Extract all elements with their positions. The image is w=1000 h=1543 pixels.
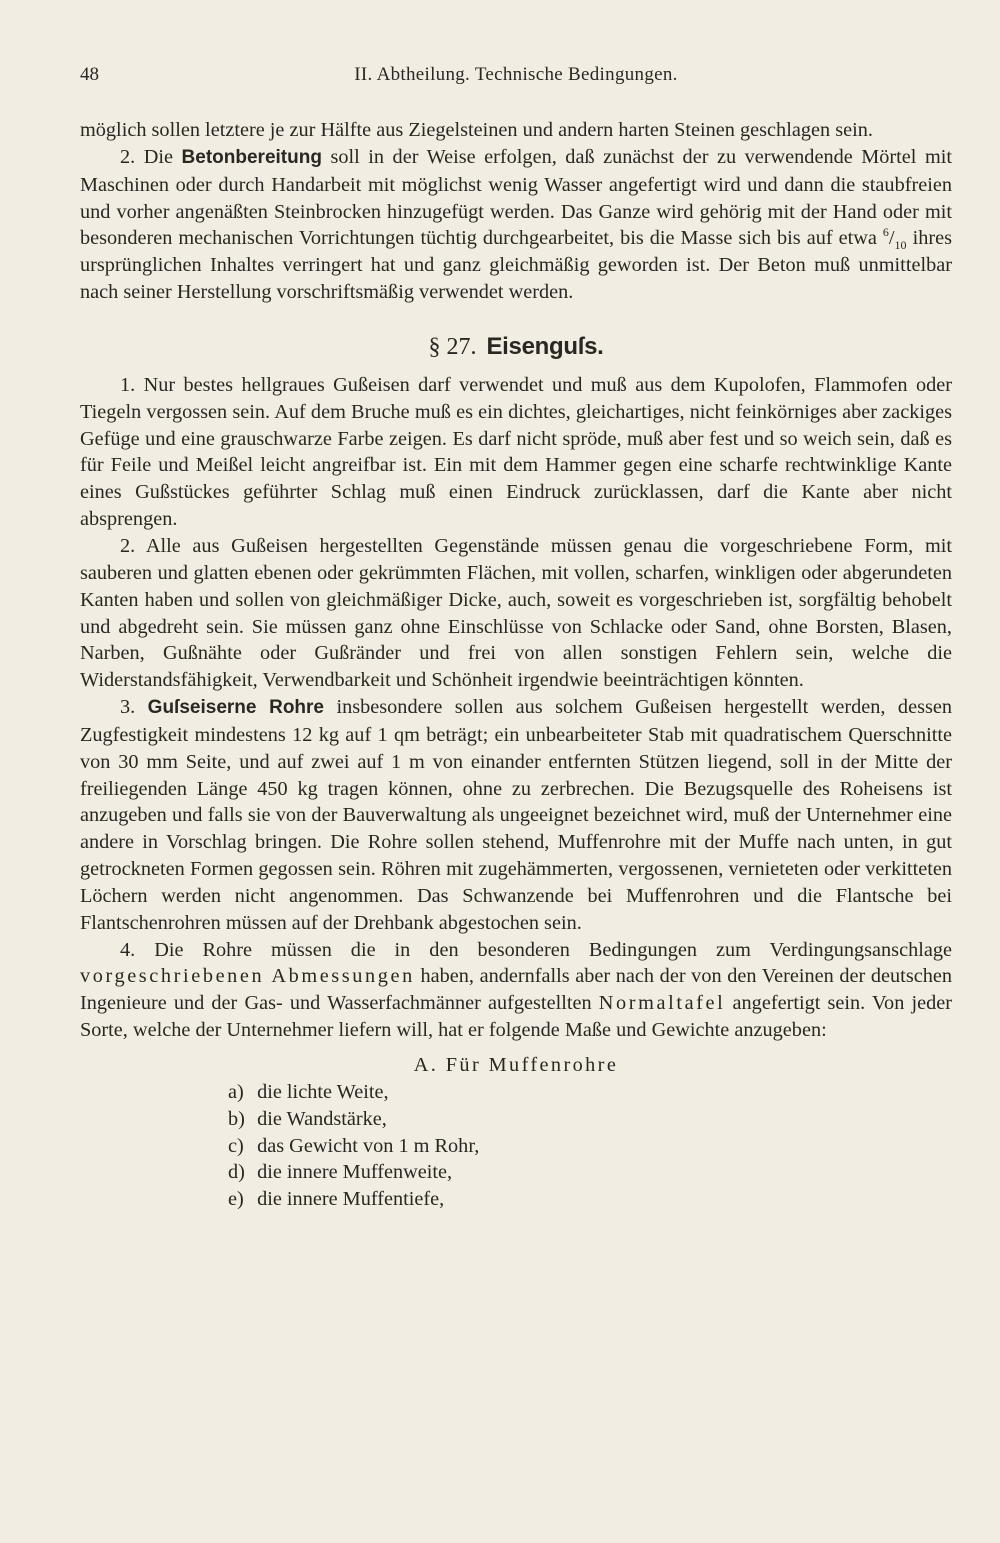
list-item bbox=[228, 1133, 952, 1160]
paragraph-number: 4. bbox=[120, 938, 136, 961]
dimension-list bbox=[80, 1079, 952, 1213]
list-item bbox=[228, 1186, 952, 1213]
list-marker: a) bbox=[228, 1080, 244, 1103]
list-marker: e) bbox=[228, 1188, 244, 1211]
list-item bbox=[228, 1159, 952, 1186]
list-item-text: das Gewicht von 1 m Rohr, bbox=[257, 1134, 480, 1157]
list-marker: b) bbox=[228, 1107, 245, 1130]
list-marker: d) bbox=[228, 1161, 245, 1184]
paragraph-4 bbox=[80, 937, 952, 1044]
list-item-text: die lichte Weite, bbox=[257, 1080, 389, 1103]
carry-over-paragraph bbox=[80, 117, 952, 144]
paragraph-number: 2. bbox=[120, 145, 136, 168]
fraction-denominator: 10 bbox=[894, 238, 907, 253]
paragraph-2-text: Alle aus Gußeisen hergestellten Gegenstände müssen genau die vorgeschriebene Form, mit sauberen und glatten ebenen oder gekrümmten Flächen, mit vollen, scharfen, winkligen oder abgerundeten Kanten haben und sollen von gleichmäßiger Dicke, auch, soweit es vorgeschrieben ist, sorgfältig behobelt und abgedreht sein. Sie müssen ganz ohne Einschlüsse von Schlacke oder Sand, ohne Borsten, Blasen, Narben, Gußnähte oder Gußränder und frei von allen sonstigen Fehlern sein, welche die Widerstandsfähigkeit, Verwendbarkeit und Schönheit irgendwie beeinträchtigen könnten. bbox=[80, 534, 952, 692]
paragraph-3-text: insbesondere sollen aus solchem Gußeisen hergestellt werden, dessen Zugfestigkeit mindestens 12 kg auf 1 qm beträgt; ein unbearbeiteter Stab mit quadratischem Querschnitte von 30 mm Seite, und auf zwei auf 1 m von einander entfernten Stützen liegend, soll in der Mitte der freiliegenden Länge 450 kg tragen können, ohne zu zerbrechen. Die Bezugsquelle des Roheisens ist anzugeben und falls sie von der Bauverwaltung als ungeeignet bezeichnet wird, muß der Unternehmer eine andere in Vorschlag bringen. Die Rohre sollen stehend, Muffenrohre mit der Muffe nach unten, in gut getrockneten Formen gegossen sein. Röhren mit zugehämmerten, vergossenen, vernieteten oder verkitteten Löchern werden nicht angenommen. Das Schwanzende bei Muffenrohren und die Flantsche bei Flantschenrohren müssen auf der Drehbank abgestochen sein. bbox=[80, 696, 953, 934]
beton-text-2: ihres ursprünglichen Inhaltes verringert hat und ganz gleichmäßig geworden ist. Der Beton muß unmittelbar nach seiner Herstellung vorschriftsmäßig verwendet werden. bbox=[80, 227, 952, 304]
beton-pre: Die bbox=[143, 145, 174, 168]
section-title: Eisenguſs. bbox=[486, 332, 604, 360]
subsection-title: Für Muffenrohre bbox=[445, 1054, 619, 1076]
section-symbol: § 27. bbox=[428, 333, 477, 360]
carry-over-text: möglich sollen letztere je zur Hälfte aus Ziegelsteinen und andern harten Steinen geschlagen sein. bbox=[80, 119, 873, 141]
paragraph-number: 2. bbox=[120, 534, 136, 557]
paragraph-2 bbox=[80, 533, 952, 694]
beton-text-1: soll in der Weise erfolgen, daß zunächst der zu verwendende Mörtel mit Maschinen oder durch Handarbeit mit möglichst wenig Wasser angefertigt wird und dann die staubfreien und vorher angenäßten Steinbrocken hinzugefügt werden. Das Ganze wird gehörig mit der Hand oder mit besonderen mechanischen Vorrichtungen tüchtig durchgearbeitet, bis die Masse sich bis auf etwa bbox=[80, 145, 952, 250]
running-head: II. Abtheilung. Technische Bedingungen. bbox=[354, 64, 678, 85]
paragraph-3 bbox=[80, 694, 952, 937]
list-item-text: die innere Muffentiefe, bbox=[257, 1188, 445, 1211]
fraction: $^6/_{10}$ bbox=[882, 225, 907, 253]
paragraph-4-spaced-1: vorgeschriebenen Abmessungen bbox=[80, 965, 415, 988]
paragraph-4-text-2: haben, andernfalls aber nach der von den Vereinen der deutschen Ingenieure und der Gas- und Wasserfachmänner aufgestellten bbox=[80, 965, 952, 1015]
list-item-text: die innere Muffenweite, bbox=[257, 1161, 453, 1184]
page-body bbox=[80, 117, 952, 1213]
paragraph-3-term: Guſseiserne Rohre bbox=[147, 697, 324, 719]
list-item bbox=[228, 1079, 952, 1106]
subsection-heading bbox=[80, 1052, 952, 1079]
list-item bbox=[228, 1106, 952, 1133]
beton-paragraph bbox=[80, 144, 952, 306]
paragraph-4-spaced-2: Normaltafel bbox=[598, 992, 726, 1015]
subsection-label: A. bbox=[413, 1054, 439, 1076]
list-item-text: die Wandstärke, bbox=[257, 1107, 387, 1130]
paragraph-1 bbox=[80, 372, 952, 533]
page-number: 48 bbox=[80, 64, 99, 85]
beton-term: Betonbereitung bbox=[181, 146, 322, 168]
paragraph-4-text-3: angefertigt sein. Von jeder Sorte, welche der Unternehmer liefern will, hat er folgende Maße und Gewichte anzugeben: bbox=[80, 992, 953, 1042]
paragraph-4-text-1: Die Rohre müssen die in den besonderen Bedingungen zum Verdingungsanschlage bbox=[154, 938, 952, 961]
paragraph-1-text: Nur bestes hellgraues Gußeisen darf verwendet und muß aus dem Kupolofen, Flammofen oder Tiegeln vergossen sein. Auf dem Bruche muß es ein dichtes, gleichartiges, nicht feinkörniges aber zackiges Gefüge und eine grauschwarze Farbe zeigen. Es darf nicht spröde, muß aber fest und so weich sein, daß es für Feile und Meißel leicht angreifbar ist. Ein mit dem Hammer gegen eine scharfe rechtwinklige Kante eines Gußstückes geführter Schlag muß einen Eindruck zurücklassen, darf die Kante aber nicht absprengen. bbox=[80, 373, 952, 531]
fraction-numerator: 6 bbox=[882, 225, 889, 240]
section-heading bbox=[80, 332, 952, 362]
paragraph-number: 1. bbox=[120, 373, 136, 396]
list-marker: c) bbox=[228, 1134, 244, 1157]
paragraph-number: 3. bbox=[120, 696, 136, 719]
page-header bbox=[80, 64, 952, 90]
